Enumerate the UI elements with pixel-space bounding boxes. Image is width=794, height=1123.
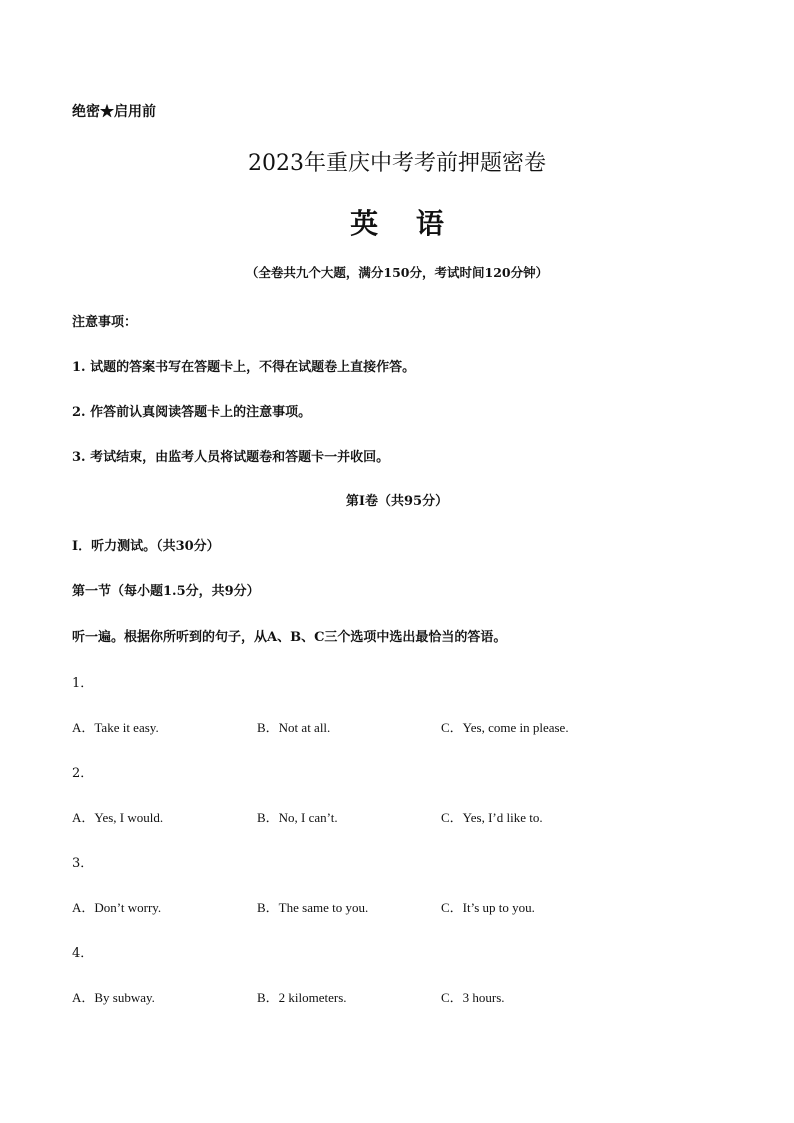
option-c: C．Yes, I’d like to. (441, 810, 543, 825)
note-item-2: 2. 作答前认真阅读答题卡上的注意事项。 (72, 405, 312, 420)
option-a: A．By subway. (72, 990, 155, 1005)
notes-heading: 注意事项： (72, 315, 138, 330)
option-c: C．3 hours. (441, 990, 505, 1005)
option-b: B．No, I can’t. (257, 810, 338, 825)
option-a: A．Don’t worry. (72, 900, 162, 915)
option-c: C．Yes, come in please. (441, 720, 569, 735)
subject-title: 英 语 (350, 207, 458, 240)
option-b: B．2 kilometers. (257, 990, 347, 1005)
option-b: B．The same to you. (257, 900, 369, 915)
subsection-title: 第一节（每小题1.5分，共9分） (72, 584, 260, 599)
option-a: A．Take it easy. (72, 720, 159, 735)
note-item-1: 1. 试题的答案书写在答题卡上，不得在试题卷上直接作答。 (72, 360, 416, 375)
note-item-3: 3. 考试结束，由监考人员将试题卷和答题卡一并收回。 (72, 450, 390, 465)
question-number: 1． (72, 676, 94, 691)
exam-title: 2023年重庆中考考前押题密卷 (248, 151, 546, 176)
question-number: 2． (72, 766, 94, 781)
instruction-text: 听一遍。根据你所听到的句子，从A、B、C三个选项中选出最恰当的答语。 (72, 630, 507, 645)
confidential-label: 绝密★启用前 (72, 104, 156, 120)
option-a: A．Yes, I would. (72, 810, 164, 825)
exam-info: （全卷共九个大题，满分150分，考试时间120分钟） (245, 265, 549, 280)
part-title: 第I卷（共95分） (345, 494, 449, 509)
question-number: 3． (72, 856, 94, 871)
option-c: C．It’s up to you. (441, 900, 535, 915)
question-number: 4． (72, 946, 94, 961)
section-title: I．听力测试。（共30分） (72, 539, 220, 554)
option-b: B．Not at all. (257, 720, 331, 735)
